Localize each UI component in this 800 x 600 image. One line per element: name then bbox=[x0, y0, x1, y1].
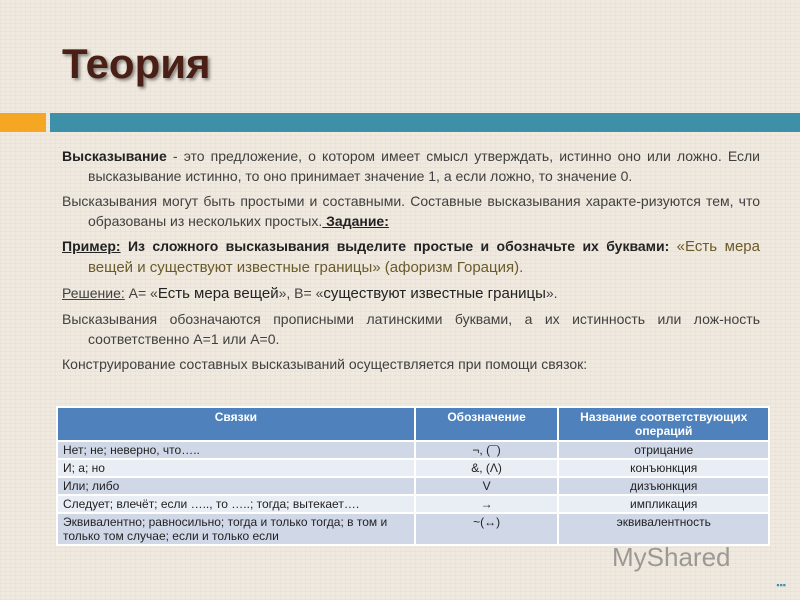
example-quote: «Есть мера вещей и существуют известные границы» (афоризм Горация). bbox=[88, 238, 760, 276]
example-label: Пример: bbox=[62, 238, 121, 254]
solution-end: ». bbox=[545, 285, 558, 301]
cell-connective: И; а; но bbox=[57, 459, 415, 477]
corner-dots-icon: ▪▪▪ bbox=[776, 580, 786, 590]
table-row bbox=[57, 441, 769, 459]
accent-bar-orange bbox=[0, 113, 46, 132]
cell-notation: → bbox=[415, 495, 559, 513]
example-paragraph bbox=[62, 236, 760, 278]
cell-operation: дизъюнкция bbox=[558, 477, 769, 495]
table-row bbox=[57, 513, 769, 545]
cell-connective: Или; либо bbox=[57, 477, 415, 495]
header-notation: Обозначение bbox=[415, 407, 559, 441]
table-header-row bbox=[57, 407, 769, 441]
notation-paragraph: Высказывания обозначаются прописными латинскими буквами, а их истинность или лож-ность соответственно А=1 или А=0. bbox=[62, 311, 760, 347]
solution-b-prefix: », В= « bbox=[278, 285, 324, 301]
slide-title: Теория bbox=[62, 40, 211, 87]
example-text: Из сложного высказывания выделите простые и обозначьте их буквами: bbox=[120, 238, 677, 254]
table-row bbox=[57, 495, 769, 513]
connectives-table bbox=[56, 406, 770, 546]
types-text: Высказывания могут быть простыми и составными. Составные высказывания характе-ризуются тем, что образованы из нескольких простых. bbox=[62, 193, 760, 229]
solution-label: Решение: bbox=[62, 285, 125, 301]
slide-content bbox=[62, 146, 760, 378]
accent-bar-blue bbox=[50, 113, 800, 132]
cell-operation: эквивалентность bbox=[558, 513, 769, 545]
solution-paragraph bbox=[62, 283, 760, 304]
solution-a-text: Есть мера вещей bbox=[157, 285, 279, 302]
definition-term: Высказывание bbox=[62, 148, 167, 164]
cell-connective: Нет; не; неверно, что….. bbox=[57, 441, 415, 459]
cell-notation: &, (Λ) bbox=[415, 459, 559, 477]
connectives-intro: Конструирование составных высказываний осуществляется при помощи связок: bbox=[62, 356, 588, 372]
task-label: Задание: bbox=[322, 213, 389, 229]
cell-connective: Эквивалентно; равносильно; тогда и только тогда; в том и только том случае; если и только если bbox=[57, 513, 415, 545]
definition-text: - это предложение, о котором имеет смысл утверждать, истинно оно или ложно. Если высказывание истинно, то оно принимает значение 1, а если ложно, то значение 0. bbox=[88, 148, 760, 184]
cell-operation: импликация bbox=[558, 495, 769, 513]
definition-paragraph bbox=[62, 146, 760, 186]
cell-notation: V bbox=[415, 477, 559, 495]
solution-b-text: существуют известные границы bbox=[323, 285, 546, 302]
cell-notation: ¬, (¯) bbox=[415, 441, 559, 459]
cell-operation: отрицание bbox=[558, 441, 769, 459]
header-operation: Название соответствующих операций bbox=[558, 407, 769, 441]
table-row bbox=[57, 477, 769, 495]
types-paragraph bbox=[62, 191, 760, 231]
cell-notation: ~(↔) bbox=[415, 513, 559, 545]
header-connectives: Связки bbox=[57, 407, 415, 441]
solution-a-prefix: А= « bbox=[124, 285, 158, 301]
table-row bbox=[57, 459, 769, 477]
cell-operation: конъюнкция bbox=[558, 459, 769, 477]
cell-connective: Следует; влечёт; если ….., то …..; тогда; вытекает…. bbox=[57, 495, 415, 513]
watermark-logo: MyShared bbox=[612, 542, 731, 572]
